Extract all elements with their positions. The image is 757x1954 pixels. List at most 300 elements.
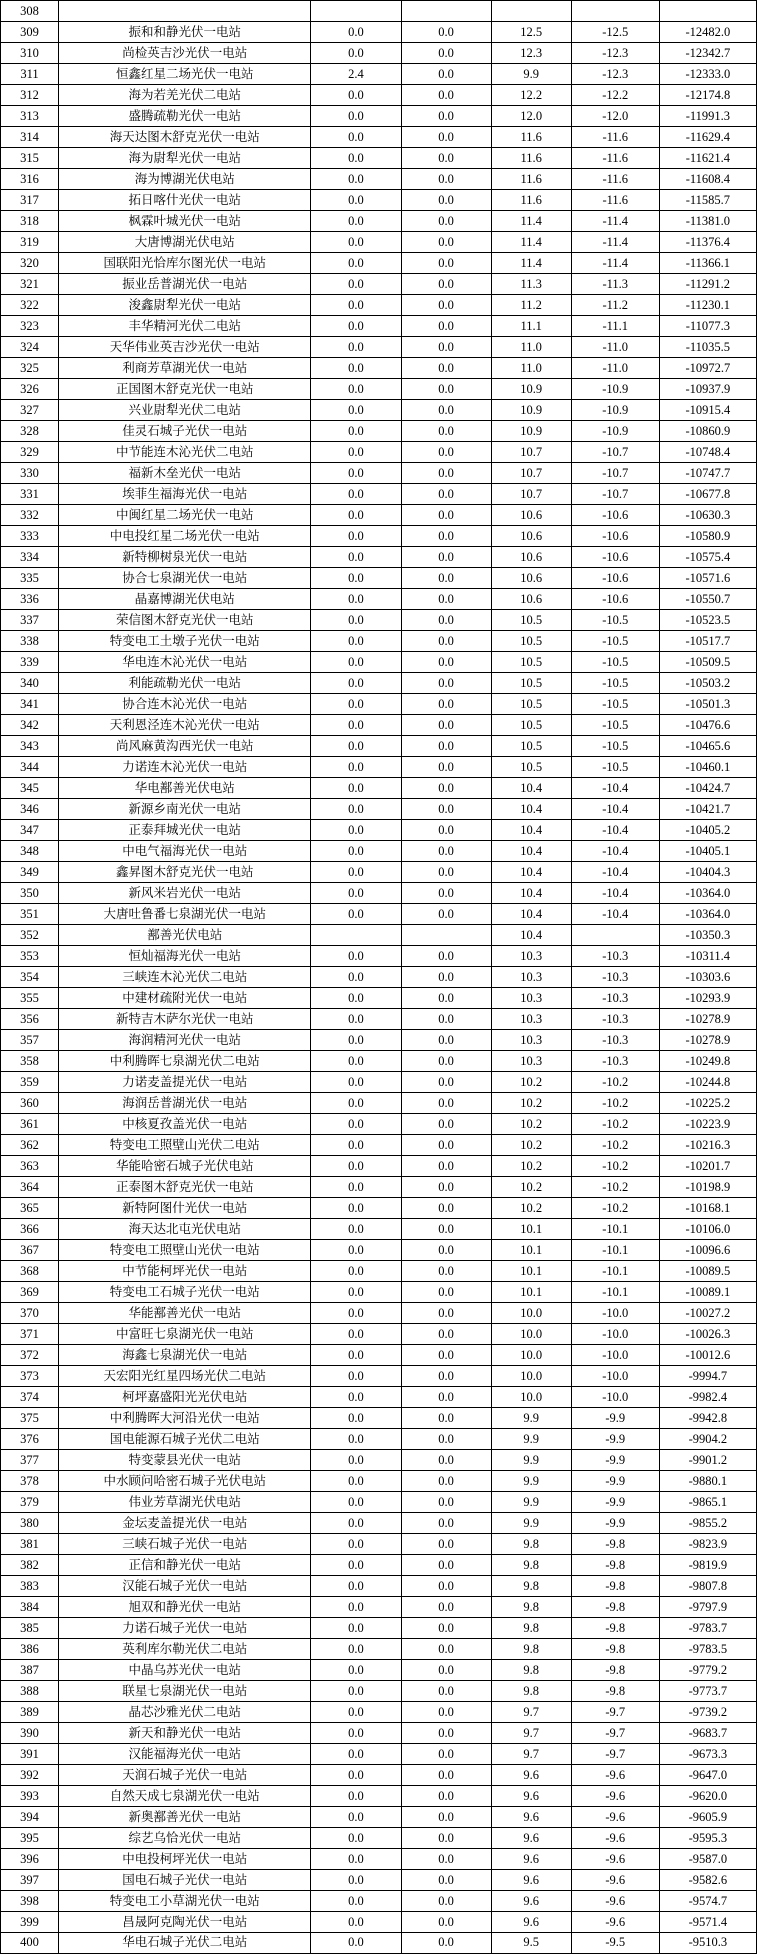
cell-v5: -10201.7 bbox=[659, 1156, 756, 1177]
table-row[interactable] bbox=[1, 1282, 757, 1303]
table-row[interactable] bbox=[1, 1030, 757, 1051]
cell-name: 汉能福海光伏一电站 bbox=[59, 1744, 311, 1765]
table-row[interactable] bbox=[1, 1072, 757, 1093]
cell-v3: 9.5 bbox=[491, 1933, 571, 1954]
table-row[interactable] bbox=[1, 1261, 757, 1282]
table-row[interactable] bbox=[1, 1933, 757, 1954]
cell-v4: -11.4 bbox=[571, 253, 659, 274]
table-row[interactable] bbox=[1, 904, 757, 925]
table-row[interactable] bbox=[1, 1492, 757, 1513]
cell-v5: -10027.2 bbox=[659, 1303, 756, 1324]
cell-v4: -10.9 bbox=[571, 421, 659, 442]
cell-v2: 0.0 bbox=[401, 232, 491, 253]
cell-index: 350 bbox=[1, 883, 59, 904]
cell-v1: 0.0 bbox=[311, 610, 401, 631]
table-row[interactable] bbox=[1, 1093, 757, 1114]
cell-index: 317 bbox=[1, 190, 59, 211]
table-row[interactable] bbox=[1, 1555, 757, 1576]
cell-v4: -10.0 bbox=[571, 1345, 659, 1366]
cell-v4: -10.6 bbox=[571, 547, 659, 568]
cell-v1: 0.0 bbox=[311, 1387, 401, 1408]
cell-v1: 0.0 bbox=[311, 1471, 401, 1492]
cell-v4: -11.6 bbox=[571, 190, 659, 211]
cell-index: 347 bbox=[1, 820, 59, 841]
cell-v5: -10404.3 bbox=[659, 862, 756, 883]
cell-v5: -10580.9 bbox=[659, 526, 756, 547]
cell-v5: -10550.7 bbox=[659, 589, 756, 610]
cell-v4: -9.5 bbox=[571, 1933, 659, 1954]
cell-v5: -11230.1 bbox=[659, 295, 756, 316]
table-row[interactable] bbox=[1, 1177, 757, 1198]
cell-v4: -9.8 bbox=[571, 1597, 659, 1618]
table-row[interactable] bbox=[1, 1324, 757, 1345]
cell-v4: -11.3 bbox=[571, 274, 659, 295]
cell-v3: 11.1 bbox=[491, 316, 571, 337]
table-row[interactable] bbox=[1, 484, 757, 505]
table-row[interactable] bbox=[1, 253, 757, 274]
cell-name: 力诺石城子光伏一电站 bbox=[59, 1618, 311, 1639]
cell-v3: 9.9 bbox=[491, 1408, 571, 1429]
cell-name: 埃菲生福海光伏一电站 bbox=[59, 484, 311, 505]
cell-v5: -10168.1 bbox=[659, 1198, 756, 1219]
table-row[interactable] bbox=[1, 715, 757, 736]
cell-v5: -10476.6 bbox=[659, 715, 756, 736]
cell-v4: -10.4 bbox=[571, 778, 659, 799]
cell-v4: -9.6 bbox=[571, 1786, 659, 1807]
table-row[interactable] bbox=[1, 883, 757, 904]
table-row[interactable] bbox=[1, 1618, 757, 1639]
cell-v2: 0.0 bbox=[401, 1723, 491, 1744]
cell-index: 351 bbox=[1, 904, 59, 925]
cell-v1: 0.0 bbox=[311, 1114, 401, 1135]
cell-v2: 0.0 bbox=[401, 1492, 491, 1513]
cell-index: 383 bbox=[1, 1576, 59, 1597]
cell-index: 359 bbox=[1, 1072, 59, 1093]
cell-index: 358 bbox=[1, 1051, 59, 1072]
cell-v3: 11.0 bbox=[491, 358, 571, 379]
cell-v2: 0.0 bbox=[401, 505, 491, 526]
cell-index: 374 bbox=[1, 1387, 59, 1408]
cell-v5: -10460.1 bbox=[659, 757, 756, 778]
cell-v3: 10.2 bbox=[491, 1135, 571, 1156]
table-row[interactable] bbox=[1, 1639, 757, 1660]
table-row[interactable] bbox=[1, 64, 757, 85]
cell-v2: 0.0 bbox=[401, 358, 491, 379]
cell-v4: -10.1 bbox=[571, 1219, 659, 1240]
table-row[interactable] bbox=[1, 841, 757, 862]
cell-v1: 0.0 bbox=[311, 1597, 401, 1618]
table-row[interactable] bbox=[1, 1366, 757, 1387]
cell-v3: 9.8 bbox=[491, 1681, 571, 1702]
cell-v4: -10.7 bbox=[571, 484, 659, 505]
cell-name: 海天达图木舒克光伏一电站 bbox=[59, 127, 311, 148]
table-row[interactable] bbox=[1, 1786, 757, 1807]
cell-v4: -12.3 bbox=[571, 43, 659, 64]
cell-v3: 9.6 bbox=[491, 1807, 571, 1828]
cell-index: 316 bbox=[1, 169, 59, 190]
table-row[interactable] bbox=[1, 547, 757, 568]
cell-index: 388 bbox=[1, 1681, 59, 1702]
cell-index: 394 bbox=[1, 1807, 59, 1828]
cell-v2 bbox=[401, 1, 491, 22]
cell-name: 中晶乌苏光伏一电站 bbox=[59, 1660, 311, 1681]
cell-v2: 0.0 bbox=[401, 337, 491, 358]
cell-v1: 0.0 bbox=[311, 694, 401, 715]
cell-v3: 10.1 bbox=[491, 1261, 571, 1282]
cell-v2: 0.0 bbox=[401, 820, 491, 841]
table-row[interactable] bbox=[1, 757, 757, 778]
cell-v2: 0.0 bbox=[401, 1093, 491, 1114]
table-row[interactable] bbox=[1, 610, 757, 631]
cell-index: 382 bbox=[1, 1555, 59, 1576]
table-row[interactable] bbox=[1, 1807, 757, 1828]
cell-v5: -10012.6 bbox=[659, 1345, 756, 1366]
cell-v5: -10575.4 bbox=[659, 547, 756, 568]
cell-v1: 0.0 bbox=[311, 358, 401, 379]
cell-v3: 10.5 bbox=[491, 736, 571, 757]
cell-name: 中电投柯坪光伏一电站 bbox=[59, 1849, 311, 1870]
cell-v3: 10.2 bbox=[491, 1198, 571, 1219]
cell-v1: 0.0 bbox=[311, 127, 401, 148]
cell-v4: -10.2 bbox=[571, 1156, 659, 1177]
cell-v5: -10249.8 bbox=[659, 1051, 756, 1072]
table-row[interactable] bbox=[1, 694, 757, 715]
cell-v5: -10311.4 bbox=[659, 946, 756, 967]
table-row[interactable] bbox=[1, 1576, 757, 1597]
table-row[interactable] bbox=[1, 43, 757, 64]
cell-v1: 0.0 bbox=[311, 1282, 401, 1303]
table-row[interactable] bbox=[1, 1513, 757, 1534]
table-row[interactable] bbox=[1, 1912, 757, 1933]
cell-name: 浚鑫尉犁光伏一电站 bbox=[59, 295, 311, 316]
cell-v1: 0.0 bbox=[311, 1744, 401, 1765]
table-row[interactable] bbox=[1, 1681, 757, 1702]
table-row[interactable] bbox=[1, 148, 757, 169]
cell-v1: 0.0 bbox=[311, 1891, 401, 1912]
cell-v1: 0.0 bbox=[311, 1240, 401, 1261]
cell-v5: -10747.7 bbox=[659, 463, 756, 484]
table-row[interactable] bbox=[1, 1240, 757, 1261]
table-row[interactable] bbox=[1, 211, 757, 232]
table-row[interactable] bbox=[1, 1660, 757, 1681]
cell-v1: 0.0 bbox=[311, 799, 401, 820]
cell-v4: -10.2 bbox=[571, 1114, 659, 1135]
cell-name: 国电石城子光伏一电站 bbox=[59, 1870, 311, 1891]
cell-v4: -10.5 bbox=[571, 736, 659, 757]
cell-name: 金坛麦盖提光伏一电站 bbox=[59, 1513, 311, 1534]
cell-index: 311 bbox=[1, 64, 59, 85]
table-row[interactable] bbox=[1, 400, 757, 421]
cell-name: 协合连木沁光伏一电站 bbox=[59, 694, 311, 715]
table-row[interactable] bbox=[1, 736, 757, 757]
cell-index: 392 bbox=[1, 1765, 59, 1786]
cell-v4: -11.4 bbox=[571, 232, 659, 253]
table-row[interactable] bbox=[1, 1051, 757, 1072]
cell-v1: 0.0 bbox=[311, 967, 401, 988]
cell-v5: -10501.3 bbox=[659, 694, 756, 715]
table-row[interactable] bbox=[1, 1765, 757, 1786]
cell-v3: 10.0 bbox=[491, 1345, 571, 1366]
cell-v2: 0.0 bbox=[401, 967, 491, 988]
cell-v1: 0.0 bbox=[311, 274, 401, 295]
table-row[interactable] bbox=[1, 1114, 757, 1135]
table-row[interactable] bbox=[1, 505, 757, 526]
cell-name: 海润精河光伏一电站 bbox=[59, 1030, 311, 1051]
cell-v1: 0.0 bbox=[311, 1849, 401, 1870]
table-row[interactable] bbox=[1, 862, 757, 883]
table-row[interactable] bbox=[1, 988, 757, 1009]
cell-v1: 0.0 bbox=[311, 337, 401, 358]
table-row[interactable] bbox=[1, 316, 757, 337]
cell-v4: -10.4 bbox=[571, 862, 659, 883]
cell-v3: 10.2 bbox=[491, 1177, 571, 1198]
cell-v3: 10.1 bbox=[491, 1240, 571, 1261]
table-row[interactable] bbox=[1, 526, 757, 547]
cell-v4: -10.5 bbox=[571, 652, 659, 673]
cell-name: 中节能连木沁光伏二电站 bbox=[59, 442, 311, 463]
table-row[interactable] bbox=[1, 1450, 757, 1471]
table-row-partial bbox=[1, 1, 757, 22]
cell-v5: -10517.7 bbox=[659, 631, 756, 652]
cell-v5: -9994.7 bbox=[659, 1366, 756, 1387]
table-row[interactable] bbox=[1, 1345, 757, 1366]
cell-v5: -9807.8 bbox=[659, 1576, 756, 1597]
table-row[interactable] bbox=[1, 190, 757, 211]
cell-v3: 10.6 bbox=[491, 526, 571, 547]
cell-v2: 0.0 bbox=[401, 1324, 491, 1345]
cell-v5: -9620.0 bbox=[659, 1786, 756, 1807]
table-row[interactable] bbox=[1, 1702, 757, 1723]
cell-v4: -10.0 bbox=[571, 1366, 659, 1387]
cell-name: 晶嘉博湖光伏电站 bbox=[59, 589, 311, 610]
table-row[interactable] bbox=[1, 1429, 757, 1450]
table-row[interactable] bbox=[1, 1303, 757, 1324]
cell-name: 特变电工石城子光伏一电站 bbox=[59, 1282, 311, 1303]
cell-v4: -12.0 bbox=[571, 106, 659, 127]
cell-v4: -9.6 bbox=[571, 1765, 659, 1786]
table-row[interactable] bbox=[1, 379, 757, 400]
table-row[interactable] bbox=[1, 799, 757, 820]
cell-v2: 0.0 bbox=[401, 400, 491, 421]
table-row[interactable] bbox=[1, 1387, 757, 1408]
cell-v5: -11381.0 bbox=[659, 211, 756, 232]
cell-v2: 0.0 bbox=[401, 1891, 491, 1912]
table-row[interactable] bbox=[1, 337, 757, 358]
cell-v4: -9.9 bbox=[571, 1513, 659, 1534]
cell-v1: 0.0 bbox=[311, 883, 401, 904]
table-row[interactable] bbox=[1, 1870, 757, 1891]
cell-v4: -10.4 bbox=[571, 820, 659, 841]
table-row[interactable] bbox=[1, 589, 757, 610]
cell-v1: 0.0 bbox=[311, 1366, 401, 1387]
cell-v5: -9571.4 bbox=[659, 1912, 756, 1933]
cell-name: 华电鄯善光伏电站 bbox=[59, 778, 311, 799]
cell-v2: 0.0 bbox=[401, 1555, 491, 1576]
table-row[interactable] bbox=[1, 946, 757, 967]
table-row[interactable] bbox=[1, 1828, 757, 1849]
cell-v1: 0.0 bbox=[311, 757, 401, 778]
table-row[interactable] bbox=[1, 1408, 757, 1429]
cell-v5: -9510.3 bbox=[659, 1933, 756, 1954]
cell-v2: 0.0 bbox=[401, 1408, 491, 1429]
cell-v2: 0.0 bbox=[401, 778, 491, 799]
cell-v3: 9.9 bbox=[491, 64, 571, 85]
cell-v3: 10.4 bbox=[491, 841, 571, 862]
cell-index: 370 bbox=[1, 1303, 59, 1324]
table-row[interactable] bbox=[1, 820, 757, 841]
cell-v4 bbox=[571, 925, 659, 946]
cell-index: 377 bbox=[1, 1450, 59, 1471]
table-row[interactable] bbox=[1, 1135, 757, 1156]
cell-index: 326 bbox=[1, 379, 59, 400]
cell-name: 尚风麻黄沟西光伏一电站 bbox=[59, 736, 311, 757]
cell-v3: 9.8 bbox=[491, 1639, 571, 1660]
cell-name: 海天达北屯光伏电站 bbox=[59, 1219, 311, 1240]
table-row[interactable] bbox=[1, 463, 757, 484]
cell-index: 354 bbox=[1, 967, 59, 988]
cell-v2: 0.0 bbox=[401, 547, 491, 568]
cell-v3: 9.9 bbox=[491, 1471, 571, 1492]
cell-v4: -10.6 bbox=[571, 568, 659, 589]
table-row[interactable] bbox=[1, 295, 757, 316]
cell-index: 368 bbox=[1, 1261, 59, 1282]
cell-v1: 0.0 bbox=[311, 862, 401, 883]
cell-v1: 0.0 bbox=[311, 169, 401, 190]
cell-v4: -9.8 bbox=[571, 1639, 659, 1660]
cell-name: 特变电工小草湖光伏一电站 bbox=[59, 1891, 311, 1912]
cell-v2: 0.0 bbox=[401, 484, 491, 505]
table-row[interactable] bbox=[1, 1219, 757, 1240]
cell-v5: -9605.9 bbox=[659, 1807, 756, 1828]
table-row[interactable] bbox=[1, 1009, 757, 1030]
table-row[interactable] bbox=[1, 1744, 757, 1765]
cell-index: 319 bbox=[1, 232, 59, 253]
cell-v4: -10.0 bbox=[571, 1387, 659, 1408]
cell-v1: 0.0 bbox=[311, 673, 401, 694]
table-row[interactable] bbox=[1, 925, 757, 946]
cell-v3: 9.8 bbox=[491, 1618, 571, 1639]
cell-v2: 0.0 bbox=[401, 1660, 491, 1681]
table-row[interactable] bbox=[1, 673, 757, 694]
cell-v4: -10.7 bbox=[571, 463, 659, 484]
table-row[interactable] bbox=[1, 1891, 757, 1912]
cell-index: 336 bbox=[1, 589, 59, 610]
cell-v5: -9982.4 bbox=[659, 1387, 756, 1408]
cell-v3: 10.4 bbox=[491, 778, 571, 799]
cell-v4: -9.8 bbox=[571, 1555, 659, 1576]
table-row[interactable] bbox=[1, 442, 757, 463]
cell-name: 中闽红星二场光伏一电站 bbox=[59, 505, 311, 526]
cell-name: 尚检英吉沙光伏一电站 bbox=[59, 43, 311, 64]
cell-v2: 0.0 bbox=[401, 190, 491, 211]
cell-v4 bbox=[571, 1, 659, 22]
cell-name: 正泰图木舒克光伏一电站 bbox=[59, 1177, 311, 1198]
cell-name: 柯坪嘉盛阳光光伏电站 bbox=[59, 1387, 311, 1408]
cell-v4: -10.5 bbox=[571, 673, 659, 694]
table-row[interactable] bbox=[1, 169, 757, 190]
cell-v2: 0.0 bbox=[401, 1177, 491, 1198]
cell-index: 361 bbox=[1, 1114, 59, 1135]
cell-v2: 0.0 bbox=[401, 1240, 491, 1261]
cell-v3: 10.4 bbox=[491, 820, 571, 841]
cell-name: 盛腾疏勒光伏一电站 bbox=[59, 106, 311, 127]
cell-name: 佳灵石城子光伏一电站 bbox=[59, 421, 311, 442]
table-row[interactable] bbox=[1, 1849, 757, 1870]
cell-index: 380 bbox=[1, 1513, 59, 1534]
table-row[interactable] bbox=[1, 1723, 757, 1744]
cell-v1: 0.0 bbox=[311, 421, 401, 442]
cell-v4: -10.3 bbox=[571, 967, 659, 988]
cell-v5: -11629.4 bbox=[659, 127, 756, 148]
cell-name: 华电石城子光伏二电站 bbox=[59, 1933, 311, 1954]
cell-v2: 0.0 bbox=[401, 1639, 491, 1660]
table-row[interactable] bbox=[1, 85, 757, 106]
cell-v1: 0.0 bbox=[311, 106, 401, 127]
cell-v5: -9779.2 bbox=[659, 1660, 756, 1681]
cell-v5: -9797.9 bbox=[659, 1597, 756, 1618]
table-row[interactable] bbox=[1, 1534, 757, 1555]
cell-v2: 0.0 bbox=[401, 736, 491, 757]
cell-v3: 9.6 bbox=[491, 1891, 571, 1912]
cell-v3 bbox=[491, 1, 571, 22]
table-row[interactable] bbox=[1, 232, 757, 253]
cell-v1: 0.0 bbox=[311, 736, 401, 757]
cell-v1: 0.0 bbox=[311, 589, 401, 610]
table-row[interactable] bbox=[1, 1471, 757, 1492]
table-row[interactable] bbox=[1, 1198, 757, 1219]
table-row[interactable] bbox=[1, 1156, 757, 1177]
table-row[interactable] bbox=[1, 127, 757, 148]
cell-v5 bbox=[659, 1, 756, 22]
cell-v2: 0.0 bbox=[401, 1009, 491, 1030]
table-row[interactable] bbox=[1, 274, 757, 295]
cell-v2: 0.0 bbox=[401, 1282, 491, 1303]
table-row[interactable] bbox=[1, 1597, 757, 1618]
cell-index: 339 bbox=[1, 652, 59, 673]
cell-v5: -10089.1 bbox=[659, 1282, 756, 1303]
cell-name: 福新木垒光伏一电站 bbox=[59, 463, 311, 484]
cell-v5: -10106.0 bbox=[659, 1219, 756, 1240]
cell-v2: 0.0 bbox=[401, 1597, 491, 1618]
cell-v5: -9855.2 bbox=[659, 1513, 756, 1534]
cell-v3: 10.4 bbox=[491, 799, 571, 820]
table-row[interactable] bbox=[1, 967, 757, 988]
table-row[interactable] bbox=[1, 631, 757, 652]
cell-v3: 12.3 bbox=[491, 43, 571, 64]
cell-v1: 0.0 bbox=[311, 526, 401, 547]
cell-v3: 9.8 bbox=[491, 1555, 571, 1576]
cell-v5: -10350.3 bbox=[659, 925, 756, 946]
cell-v4: -10.5 bbox=[571, 610, 659, 631]
table-row[interactable] bbox=[1, 421, 757, 442]
cell-v4: -10.5 bbox=[571, 715, 659, 736]
table-row[interactable] bbox=[1, 358, 757, 379]
table-row[interactable] bbox=[1, 652, 757, 673]
cell-index: 389 bbox=[1, 1702, 59, 1723]
cell-v3: 9.7 bbox=[491, 1723, 571, 1744]
cell-v2: 0.0 bbox=[401, 799, 491, 820]
cell-v3: 11.6 bbox=[491, 169, 571, 190]
table-row[interactable] bbox=[1, 22, 757, 43]
cell-v4: -11.0 bbox=[571, 337, 659, 358]
table-row[interactable] bbox=[1, 778, 757, 799]
cell-v1: 0.0 bbox=[311, 1576, 401, 1597]
table-row[interactable] bbox=[1, 106, 757, 127]
cell-v3: 10.9 bbox=[491, 421, 571, 442]
cell-v1: 0.0 bbox=[311, 1513, 401, 1534]
table-row[interactable] bbox=[1, 568, 757, 589]
cell-v1: 0.0 bbox=[311, 988, 401, 1009]
